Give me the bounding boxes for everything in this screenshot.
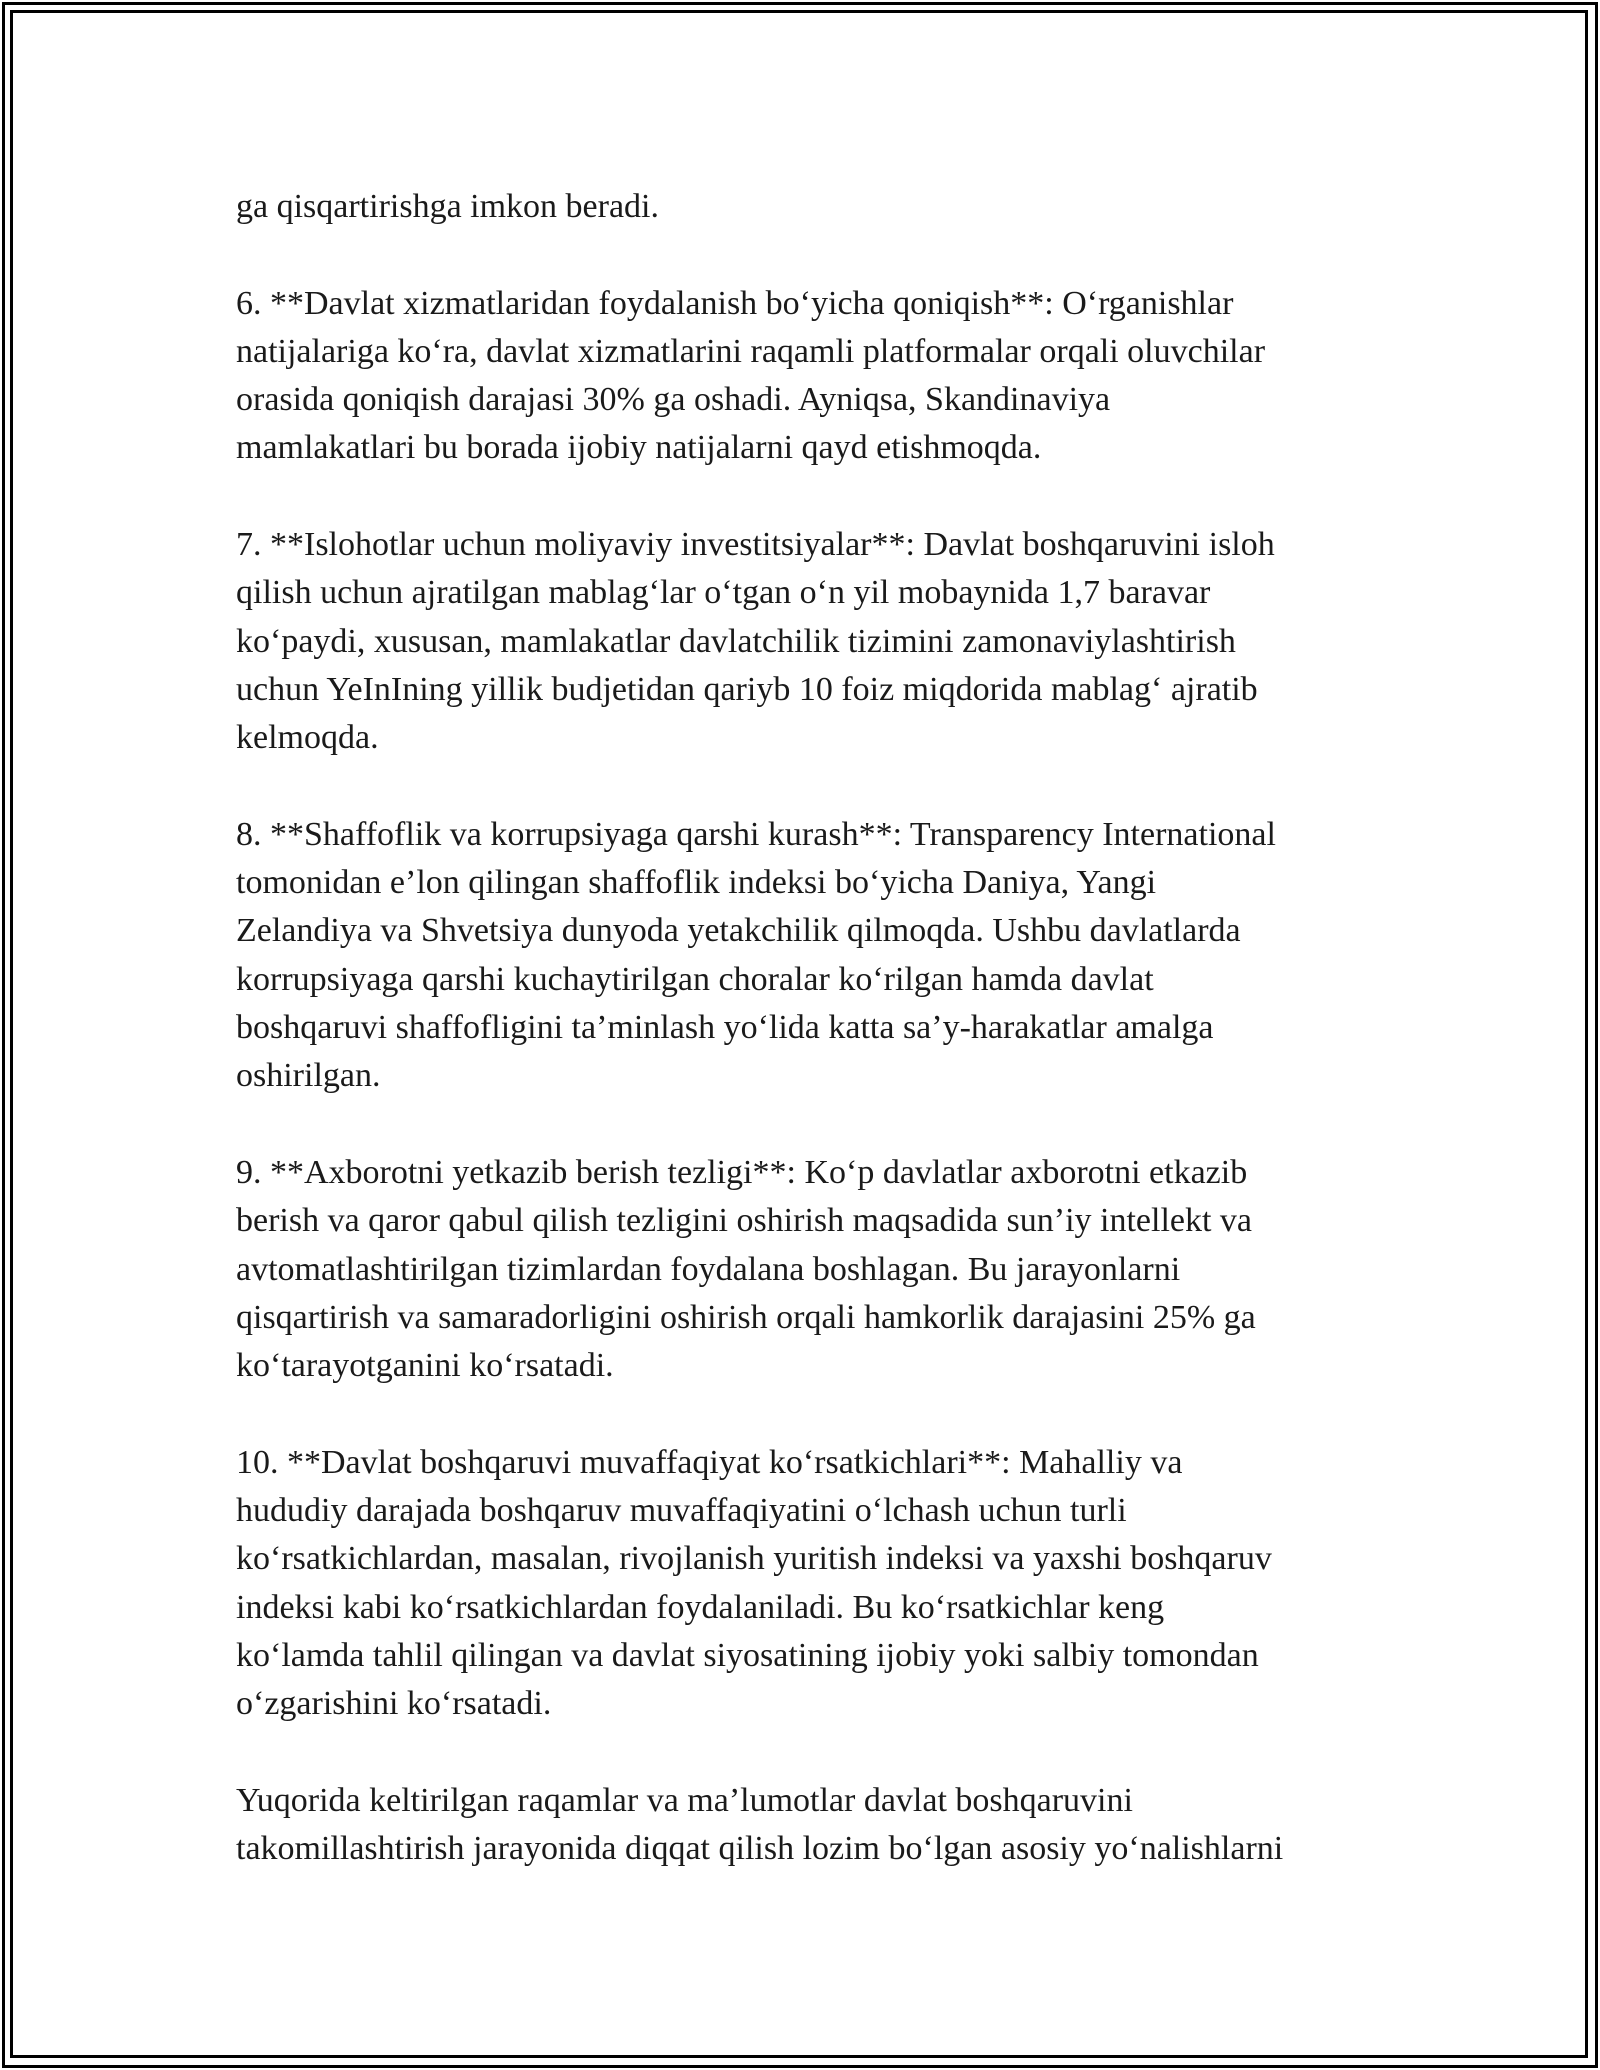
text-line: ko‘tarayotganini ko‘rsatadi. bbox=[236, 1347, 614, 1385]
paragraph-item-9 bbox=[236, 1149, 1376, 1390]
paragraph-item-10 bbox=[236, 1439, 1376, 1729]
paragraph-intro-continuation bbox=[236, 183, 1376, 231]
text-line: Yuqorida keltirilgan raqamlar va ma’lumotlar davlat boshqaruvini bbox=[236, 1781, 1133, 1819]
text-line: o‘zgarishini ko‘rsatadi. bbox=[236, 1685, 552, 1723]
text-line: qisqartirish va samaradorligini oshirish orqali hamkorlik darajasini 25% ga bbox=[236, 1298, 1256, 1336]
text-line: avtomatlashtirilgan tizimlardan foydalana boshlagan. Bu jarayonlarni bbox=[236, 1250, 1181, 1288]
text-line: indeksi kabi ko‘rsatkichlardan foydalaniladi. Bu ko‘rsatkichlar keng bbox=[236, 1588, 1165, 1626]
text-line: berish va qaror qabul qilish tezligini oshirish maqsadida sun’iy intellekt va bbox=[236, 1202, 1253, 1240]
text-line: uchun YeInIning yillik budjetidan qariyb 10 foiz miqdorida mablag‘ ajratib bbox=[236, 670, 1258, 708]
paragraph-gap bbox=[236, 231, 1376, 279]
paragraph-gap bbox=[236, 1101, 1376, 1149]
text-line: oshirilgan. bbox=[236, 1057, 381, 1095]
paragraph-conclusion bbox=[236, 1777, 1376, 1874]
paragraph-gap bbox=[236, 1390, 1376, 1438]
paragraph-gap bbox=[236, 1729, 1376, 1777]
text-line: 10. **Davlat boshqaruvi muvaffaqiyat ko‘rsatkichlari**: Mahalliy va bbox=[236, 1443, 1183, 1481]
text-line: 9. **Axborotni yetkazib berish tezligi**: Ko‘p davlatlar axborotni etkazib bbox=[236, 1153, 1248, 1191]
paragraph-gap bbox=[236, 763, 1376, 811]
text-line: ko‘rsatkichlardan, masalan, rivojlanish yuritish indeksi va yaxshi boshqaruv bbox=[236, 1540, 1272, 1578]
paragraph-item-7 bbox=[236, 521, 1376, 762]
text-line: ga qisqartirishga imkon beradi. bbox=[236, 188, 660, 225]
text-line: orasida qoniqish darajasi 30% ga oshadi. Ayniqsa, Skandinaviya bbox=[236, 381, 1111, 419]
paragraph-item-6 bbox=[236, 280, 1376, 473]
text-line: kelmoqda. bbox=[236, 719, 379, 757]
text-line: hududiy darajada boshqaruv muvaffaqiyatini o‘lchash uchun turli bbox=[236, 1492, 1127, 1530]
text-line: tomonidan e’lon qilingan shaffoflik indeksi bo‘yicha Daniya, Yangi bbox=[236, 864, 1157, 902]
document-body bbox=[236, 183, 1376, 1873]
text-line: boshqaruvi shaffofligini ta’minlash yo‘lida katta sa’y-harakatlar amalga bbox=[236, 1009, 1214, 1047]
paragraph-gap bbox=[236, 473, 1376, 521]
text-line: mamlakatlari bu borada ijobiy natijalarni qayd etishmoqda. bbox=[236, 429, 1042, 467]
text-line: ko‘paydi, xususan, mamlakatlar davlatchilik tizimini zamonaviylashtirish bbox=[236, 622, 1236, 660]
text-line: 8. **Shaffoflik va korrupsiyaga qarshi kurash**: Transparency International bbox=[236, 815, 1276, 853]
text-line: qilish uchun ajratilgan mablag‘lar o‘tgan o‘n yil mobaynida 1,7 baravar bbox=[236, 574, 1211, 612]
text-line: ko‘lamda tahlil qilingan va davlat siyosatining ijobiy yoki salbiy tomondan bbox=[236, 1636, 1259, 1674]
text-line: natijalariga ko‘ra, davlat xizmatlarini raqamli platformalar orqali oluvchilar bbox=[236, 332, 1266, 370]
text-line: Zelandiya va Shvetsiya dunyoda yetakchilik qilmoqda. Ushbu davlatlarda bbox=[236, 912, 1241, 950]
text-line: korrupsiyaga qarshi kuchaytirilgan choralar ko‘rilgan hamda davlat bbox=[236, 960, 1154, 998]
text-line: 6. **Davlat xizmatlaridan foydalanish bo‘yicha qoniqish**: O‘rganishlar bbox=[236, 284, 1234, 322]
text-line: takomillashtirish jarayonida diqqat qilish lozim bo‘lgan asosiy yo‘nalishlarni bbox=[236, 1830, 1284, 1868]
paragraph-item-8 bbox=[236, 811, 1376, 1101]
text-line: 7. **Islohotlar uchun moliyaviy investitsiyalar**: Davlat boshqaruvini isloh bbox=[236, 526, 1275, 564]
